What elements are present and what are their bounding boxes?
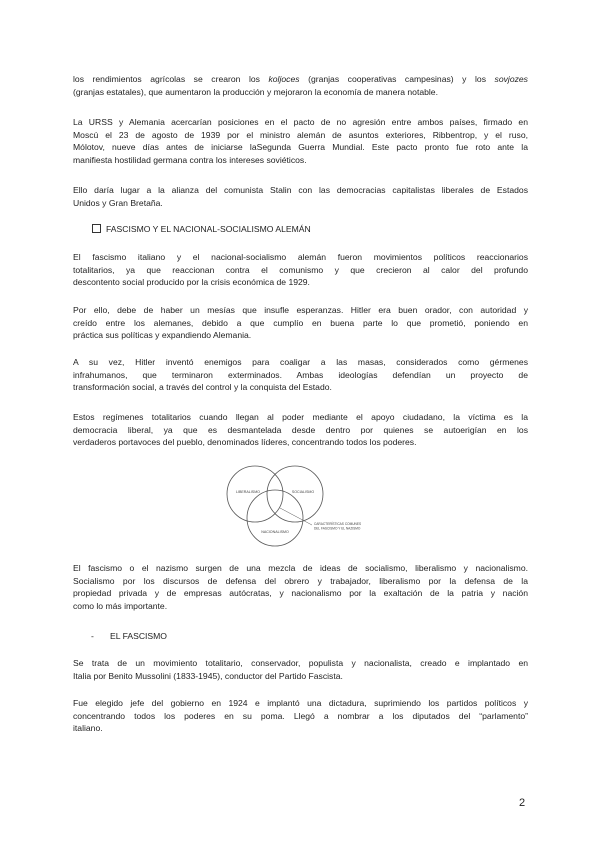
annotation-line-2: DEL FASCISMO Y EL NAZISMO <box>314 526 361 531</box>
text-line: Mólotov, nueve días antes de iniciarse laSegunda Guerra Mundial. Este pacto pronto fue roto ante la <box>73 142 528 153</box>
text-line: Italia por Benito Mussolini (1833-1945), conductor del Partido Fascista. <box>73 670 343 681</box>
paragraph-pacto <box>73 116 528 166</box>
annotation-line-1: CARACTERÍSTICAS COMUNES <box>314 522 362 526</box>
paragraph-regimenes <box>73 411 528 449</box>
text-line: Se trata de un movimiento totalitario, conservador, populista y nacionalista, creado e implantado en <box>73 658 528 668</box>
text-line: (granjas estatales), que aumentaron la producción y mejoraron la economía de manera notable. <box>73 86 438 97</box>
text-line: transformación social, a través del control y la conquista del Estado. <box>73 382 332 393</box>
text-line: Por ello, debe de haber un mesías que insufle esperanzas. Hitler era buen orador, con autoridad y <box>73 305 528 315</box>
paragraph-koljoces <box>73 73 528 98</box>
paragraph-enemigos <box>73 356 528 394</box>
section-heading-fascismo-nazismo: FASCISMO Y EL NACIONAL-SOCIALISMO ALEMÁN <box>106 224 311 234</box>
paragraph-movimientos <box>73 251 528 289</box>
text-line: El fascismo o el nazismo surgen de una mezcla de ideas de socialismo, liberalismo y nacionalismo. <box>73 563 528 573</box>
paragraph-alianza <box>73 184 528 209</box>
text-line: Fue elegido jefe del gobierno en 1924 e implantó una dictadura, suprimiendo los partidos políticos y <box>73 698 528 708</box>
text-line: concentrando todos los poderes en su poma. Llegó a nombrar a los diputados del “parlamento” <box>73 710 528 721</box>
paragraph-movimiento-totalitario <box>73 657 528 682</box>
label-liberalismo: LIBERALISMO <box>236 490 260 494</box>
label-socialismo: SOCIALISMO <box>291 490 315 494</box>
text-line: democracia liberal, ya que es desmantelada desde dentro por quienes se autoerigían en los <box>73 424 528 435</box>
text-line: A su vez, Hitler inventó enemigos para coaligar a las masas, considerados como gérmenes <box>73 357 528 367</box>
paragraph-mezcla-ideas <box>73 562 528 612</box>
text-line: descontento social producido por la crisis económica de 1929. <box>73 277 310 288</box>
text-line: Ello daría lugar a la alianza del comunista Stalin con las democracias capitalistas liberales de Estados <box>73 185 528 195</box>
text-line: infrahumanos, que terminaron exterminados. Ambas ideologías defendían un proyecto de <box>73 369 528 380</box>
section-heading-el-fascismo: EL FASCISMO <box>110 631 167 641</box>
text-line: como lo más importante. <box>73 600 168 611</box>
text-line: práctica sus políticas y expandiendo Alemania. <box>73 330 252 341</box>
venn-diagram <box>200 462 400 547</box>
checkbox-bullet-icon <box>92 224 101 233</box>
text-line: Unidos y Gran Bretaña. <box>73 197 163 208</box>
text-line: manifiesta hostilidad germana contra los intereses soviéticos. <box>73 154 307 165</box>
text-line: propiedad privada y de empresas autócratas, y nacionalismo por la exaltación de la patria y nación <box>73 588 528 599</box>
term-sovjozes: sovjozes <box>494 74 528 84</box>
text-line: La URSS y Alemania acercarían posiciones en el pacto de no agresión entre ambos países, firmado en <box>73 117 528 127</box>
page-number: 2 <box>519 797 526 809</box>
paragraph-jefe-gobierno <box>73 697 528 735</box>
text-line: totalitarios, ya que reaccionan contra el comunismo y que crecieron al calor del profundo <box>73 264 528 275</box>
text-line: El fascismo italiano y el nacional-socialismo alemán fueron movimientos políticos reaccionarios <box>73 252 528 262</box>
term-koljoces: koljoces <box>268 74 300 84</box>
text-line: italiano. <box>73 723 103 734</box>
annotation-pointer <box>280 508 312 525</box>
paragraph-mesias <box>73 304 528 342</box>
text-line: los rendimientos agrícolas se crearon los koljoces (granjas cooperativas campesinas) y los sovjozes <box>73 74 528 84</box>
text-line: Socialismo por los discursos de defensa del obrero y trabajador, liberalismo por la defensa de la <box>73 575 528 586</box>
circle-nacionalismo <box>247 490 303 546</box>
dash-bullet: - <box>91 631 94 641</box>
text-line: Estos regímenes totalitarios cuando llegan al poder mediante el apoyo ciudadano, la víctima es la <box>73 412 528 422</box>
text-line: creído entre los alemanes, debido a que cumplío en buena parte lo que prometió, poniendo en <box>73 317 528 328</box>
text-line: Moscú el 23 de agosto de 1939 por el ministro alemán de asuntos exteriores, Ribbentrop, y el ruso, <box>73 129 528 140</box>
circle-socialismo <box>267 466 323 522</box>
label-nacionalismo: NACIONALISMO <box>261 530 289 534</box>
text-line: verdaderos portavoces del pueblo, denominados líderes, concentrando todos los poderes. <box>73 437 417 448</box>
